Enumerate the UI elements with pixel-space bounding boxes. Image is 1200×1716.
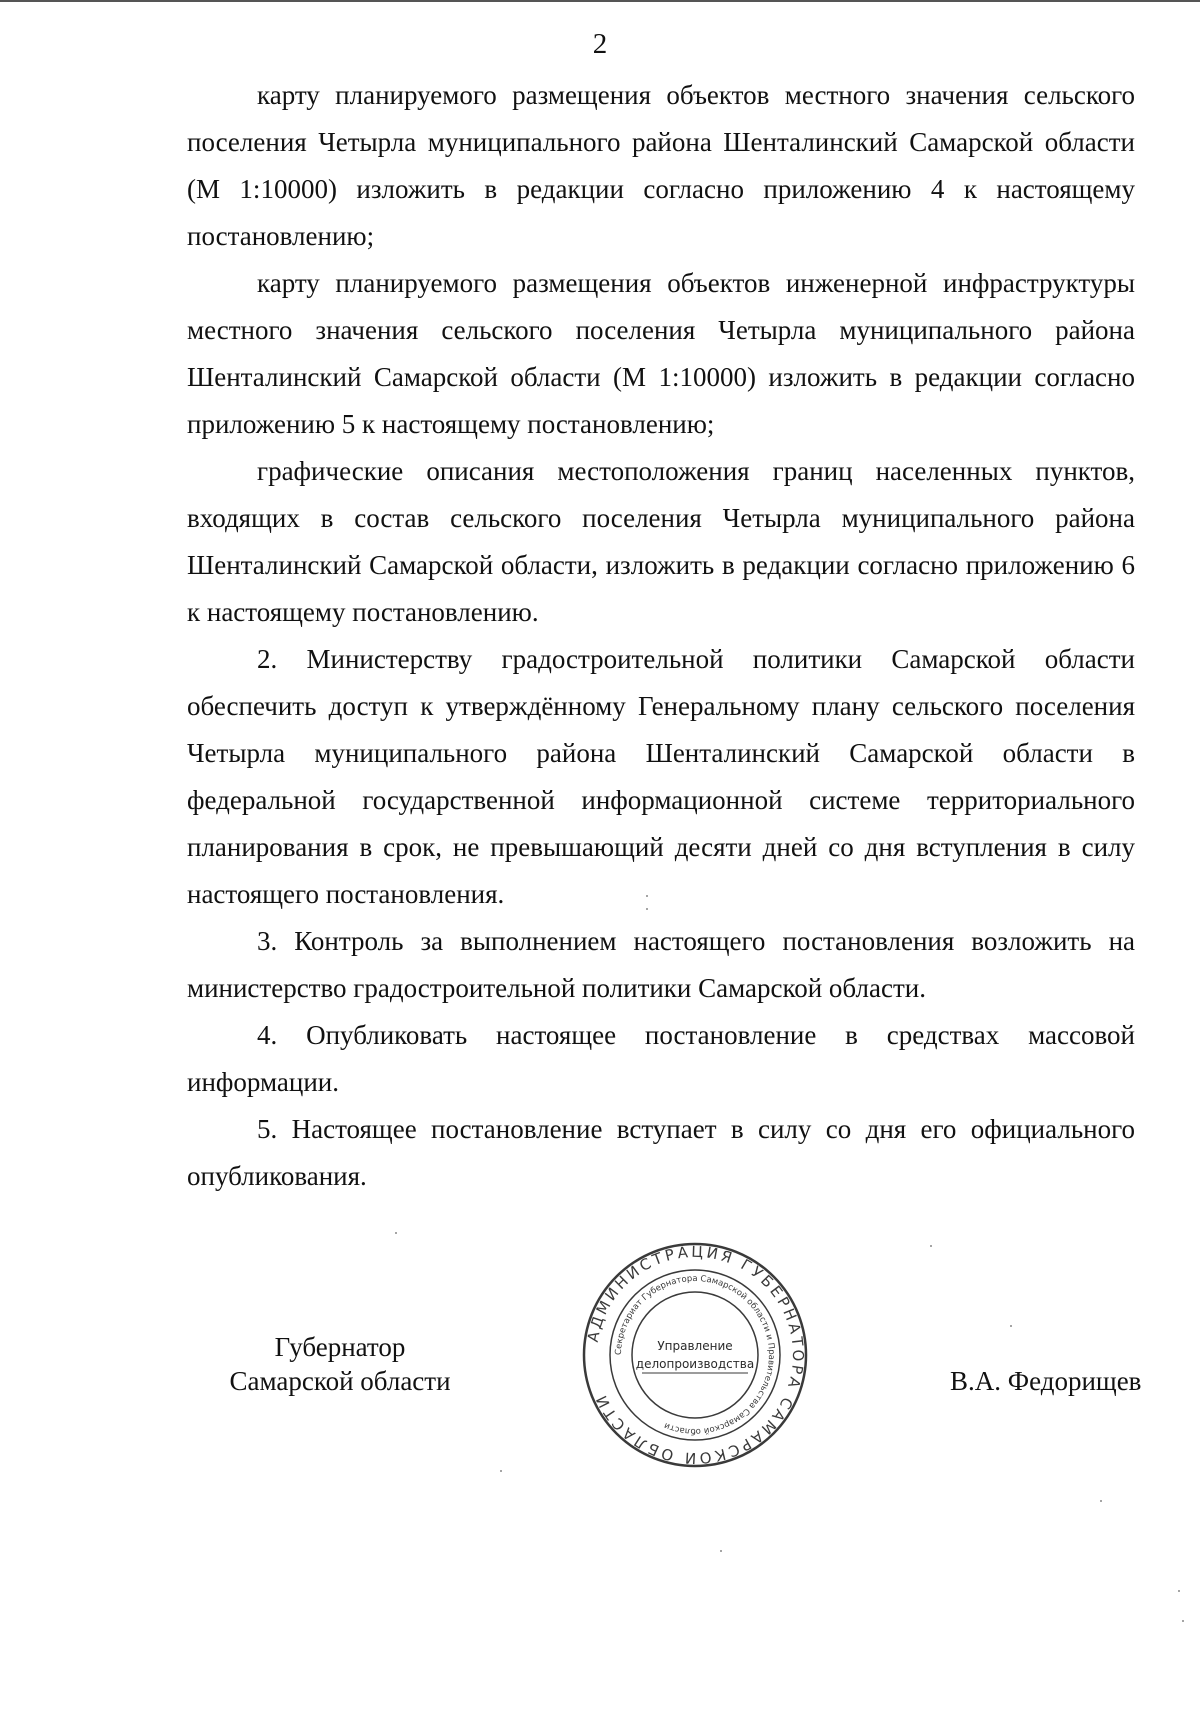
scan-dot [720, 1550, 722, 1552]
seal-center-line2: делопроизводства [635, 1357, 755, 1371]
signatory-title-line2: Самарской области [229, 1366, 451, 1396]
official-seal [580, 1240, 810, 1470]
seal-outer-text: АДМИНИСТРАЦИЯ ГУБЕРНАТОРА САМАРСКОЙ ОБЛАСТИ [583, 1242, 808, 1468]
page-number: 2 [592, 28, 608, 60]
paragraph-item-3: 3. Контроль за выполнением настоящего постановления возложить на министерство градостроительной политики Самарской области. [187, 926, 1135, 1003]
signatory-title-line1: Губернатор [274, 1332, 406, 1362]
paragraph-item-4: 4. Опубликовать настоящее постановление в средствах массовой информации. [187, 1020, 1135, 1097]
paragraph-item-2: 2. Министерству градостроительной политики Самарской области обеспечить доступ к утверждённому Генеральному плану сельского поселения Четырла муниципального района Шенталинский Самарской области в федеральной государственной информационной системе территориального планирования в срок, не превышающий десяти дней со дня вступления в силу настоящего постановления. [187, 644, 1135, 909]
scan-dot [1100, 1500, 1102, 1502]
scan-dot [930, 1245, 932, 1247]
seal-inner-text: Секретариат Губернатора Самарской области и Правительства Самарской области [613, 1273, 777, 1437]
signatory-title [210, 1330, 470, 1398]
paragraph-item-5: 5. Настоящее постановление вступает в силу со дня его официального опубликования. [187, 1114, 1135, 1191]
seal-middle-ring [610, 1270, 780, 1440]
scan-dot [1010, 1325, 1012, 1327]
paragraph-map-local-objects: карту планируемого размещения объектов местного значения сельского поселения Четырла муниципального района Шенталинский Самарской области (М 1:10000) изложить в редакции согласно приложению 4 к настоящему постановлению; [187, 80, 1135, 251]
paragraph-map-engineering-infrastructure: карту планируемого размещения объектов инженерной инфраструктуры местного значения сельского поселения Четырла муниципального района Шенталинский Самарской области (М 1:10000) изложить в редакции согласно приложению 5 к настоящему постановлению; [187, 268, 1135, 439]
seal-center-line1: Управление [657, 1339, 733, 1353]
scan-dot [646, 895, 648, 897]
scan-dot [646, 908, 648, 910]
scan-dot [1178, 1590, 1180, 1592]
seal-graphic [580, 1240, 810, 1470]
scan-dot [395, 1232, 397, 1234]
signatory-name: В.А. Федорищев [950, 1366, 1142, 1396]
scan-dot [1182, 1620, 1184, 1622]
scan-dot [500, 1470, 502, 1472]
document-body [187, 72, 1135, 1200]
page-top-border [0, 0, 1200, 2]
seal-inner-ring [632, 1292, 758, 1418]
paragraph-boundary-descriptions: графические описания местоположения границ населенных пунктов, входящих в состав сельского поселения Четырла муниципального района Шенталинский Самарской области, изложить в редакции согласно приложению 6 к настоящему постановлению. [187, 456, 1135, 627]
